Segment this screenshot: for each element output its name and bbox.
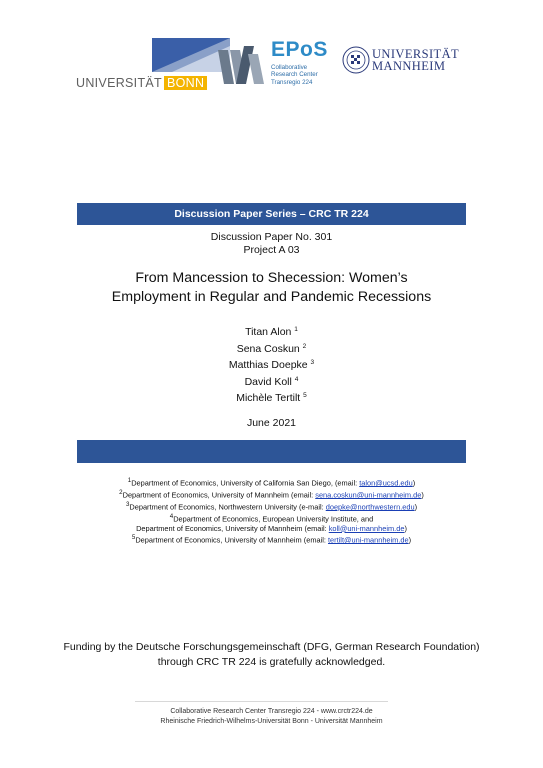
epos-mark-icon — [216, 44, 266, 86]
affiliation — [0, 500, 543, 512]
affiliation-text: Department of Economics, University of California San Diego, (email: — [131, 478, 360, 488]
paper-title — [0, 269, 543, 307]
affiliation-end: ) — [408, 535, 412, 545]
bonn-name: UNIVERSITÄT — [76, 76, 162, 90]
affiliation — [0, 524, 543, 533]
funding-line: through CRC TR 224 is gratefully acknowledged. — [157, 655, 386, 668]
epos-logo — [216, 40, 334, 90]
bonn-wordmark — [76, 76, 207, 90]
divider-banner — [77, 440, 466, 463]
publication-date: June 2021 — [246, 417, 297, 429]
email-link[interactable]: tertilt@uni-mannheim.de — [327, 535, 409, 545]
affiliation — [0, 512, 543, 524]
footer-line: Rheinische Friedrich-Wilhelms-Universität Bonn - Universität Mannheim — [160, 718, 383, 725]
author — [0, 389, 543, 406]
university-mannheim-logo — [342, 44, 466, 84]
series-banner-text: Discussion Paper Series – CRC TR 224 — [174, 208, 369, 220]
affiliation-note: 3 — [125, 500, 130, 508]
logo-strip — [0, 38, 543, 94]
affiliation-text: Department of Economics, University of Mannheim (email: — [136, 523, 329, 533]
author-note: 5 — [303, 392, 307, 400]
mannheim-seal-icon — [342, 46, 370, 74]
affiliation-end: ) — [412, 478, 416, 488]
affiliation-note: 4 — [169, 512, 174, 520]
discussion-paper-number: Discussion Paper No. 301 — [210, 231, 333, 243]
epos-subtitle-line: Collaborative — [271, 64, 308, 71]
affiliation-end: ) — [404, 523, 407, 533]
email-link[interactable]: sena.coskun@uni-mannheim.de — [315, 490, 422, 500]
author — [0, 340, 543, 357]
affiliation — [0, 476, 543, 488]
series-banner — [77, 203, 466, 225]
author-name: David Koll — [244, 375, 292, 388]
email-link[interactable]: talon@ucsd.edu — [359, 478, 413, 488]
author — [0, 373, 543, 390]
funding-line: Funding by the Deutsche Forschungsgemeinschaft (DFG, German Research Foundation) — [63, 641, 480, 653]
author-list — [0, 323, 543, 406]
footer-rule — [135, 701, 388, 702]
mannheim-line2: MANNHEIM — [372, 59, 446, 73]
mannheim-line1: UNIVERSITÄT — [372, 47, 460, 61]
mannheim-wordmark — [372, 48, 459, 72]
affiliation-end: ) — [414, 502, 418, 512]
bonn-highlight: BONN — [164, 76, 207, 90]
email-link[interactable]: doepke@northwestern.edu — [325, 502, 415, 512]
author-note: 1 — [294, 326, 298, 333]
author-name: Matthias Doepke — [228, 359, 308, 372]
affiliation — [0, 488, 543, 500]
university-bonn-logo — [76, 38, 230, 90]
affiliation — [0, 533, 543, 545]
affiliation-note: 5 — [131, 533, 136, 541]
epos-subtitle-line: Transregio 224 — [271, 78, 313, 86]
author-note: 4 — [294, 375, 299, 383]
project-id: Project A 03 — [243, 244, 300, 256]
affiliations — [0, 476, 543, 545]
footer-line: Collaborative Research Center Transregio 224 - www.crctr224.de — [170, 708, 373, 715]
affiliation-text: Department of Economics, University of Mannheim (email: — [122, 490, 316, 500]
author-note: 3 — [310, 359, 315, 367]
author-name: Titan Alon — [245, 326, 292, 338]
page-footer — [0, 707, 543, 727]
author-name: Sena Coskun — [236, 342, 300, 355]
paper-title-line: From Mancession to Shecession: Women’s — [135, 270, 408, 286]
funding-note — [0, 640, 543, 669]
affiliation-note: 1 — [127, 477, 132, 484]
affiliation-note: 2 — [119, 488, 123, 496]
affiliation-text: Department of Economics, European University Institute, and — [173, 514, 374, 524]
affiliation-end: ) — [421, 490, 424, 500]
author-note: 2 — [302, 342, 307, 350]
author — [0, 323, 543, 340]
author-name: Michèle Tertilt — [236, 392, 301, 405]
affiliation-text: Department of Economics, Northwestern University (e-mail: — [129, 502, 326, 512]
affiliation-text: Department of Economics, University of Mannheim (email: — [135, 535, 328, 545]
email-link[interactable]: koll@uni-mannheim.de — [328, 523, 405, 533]
epos-subtitle-line: Research Center — [271, 71, 318, 79]
paper-title-line: Employment in Regular and Pandemic Recessions — [111, 289, 432, 305]
author — [0, 356, 543, 373]
epos-title: EPoS — [271, 38, 328, 61]
epos-subtitle — [271, 64, 318, 86]
